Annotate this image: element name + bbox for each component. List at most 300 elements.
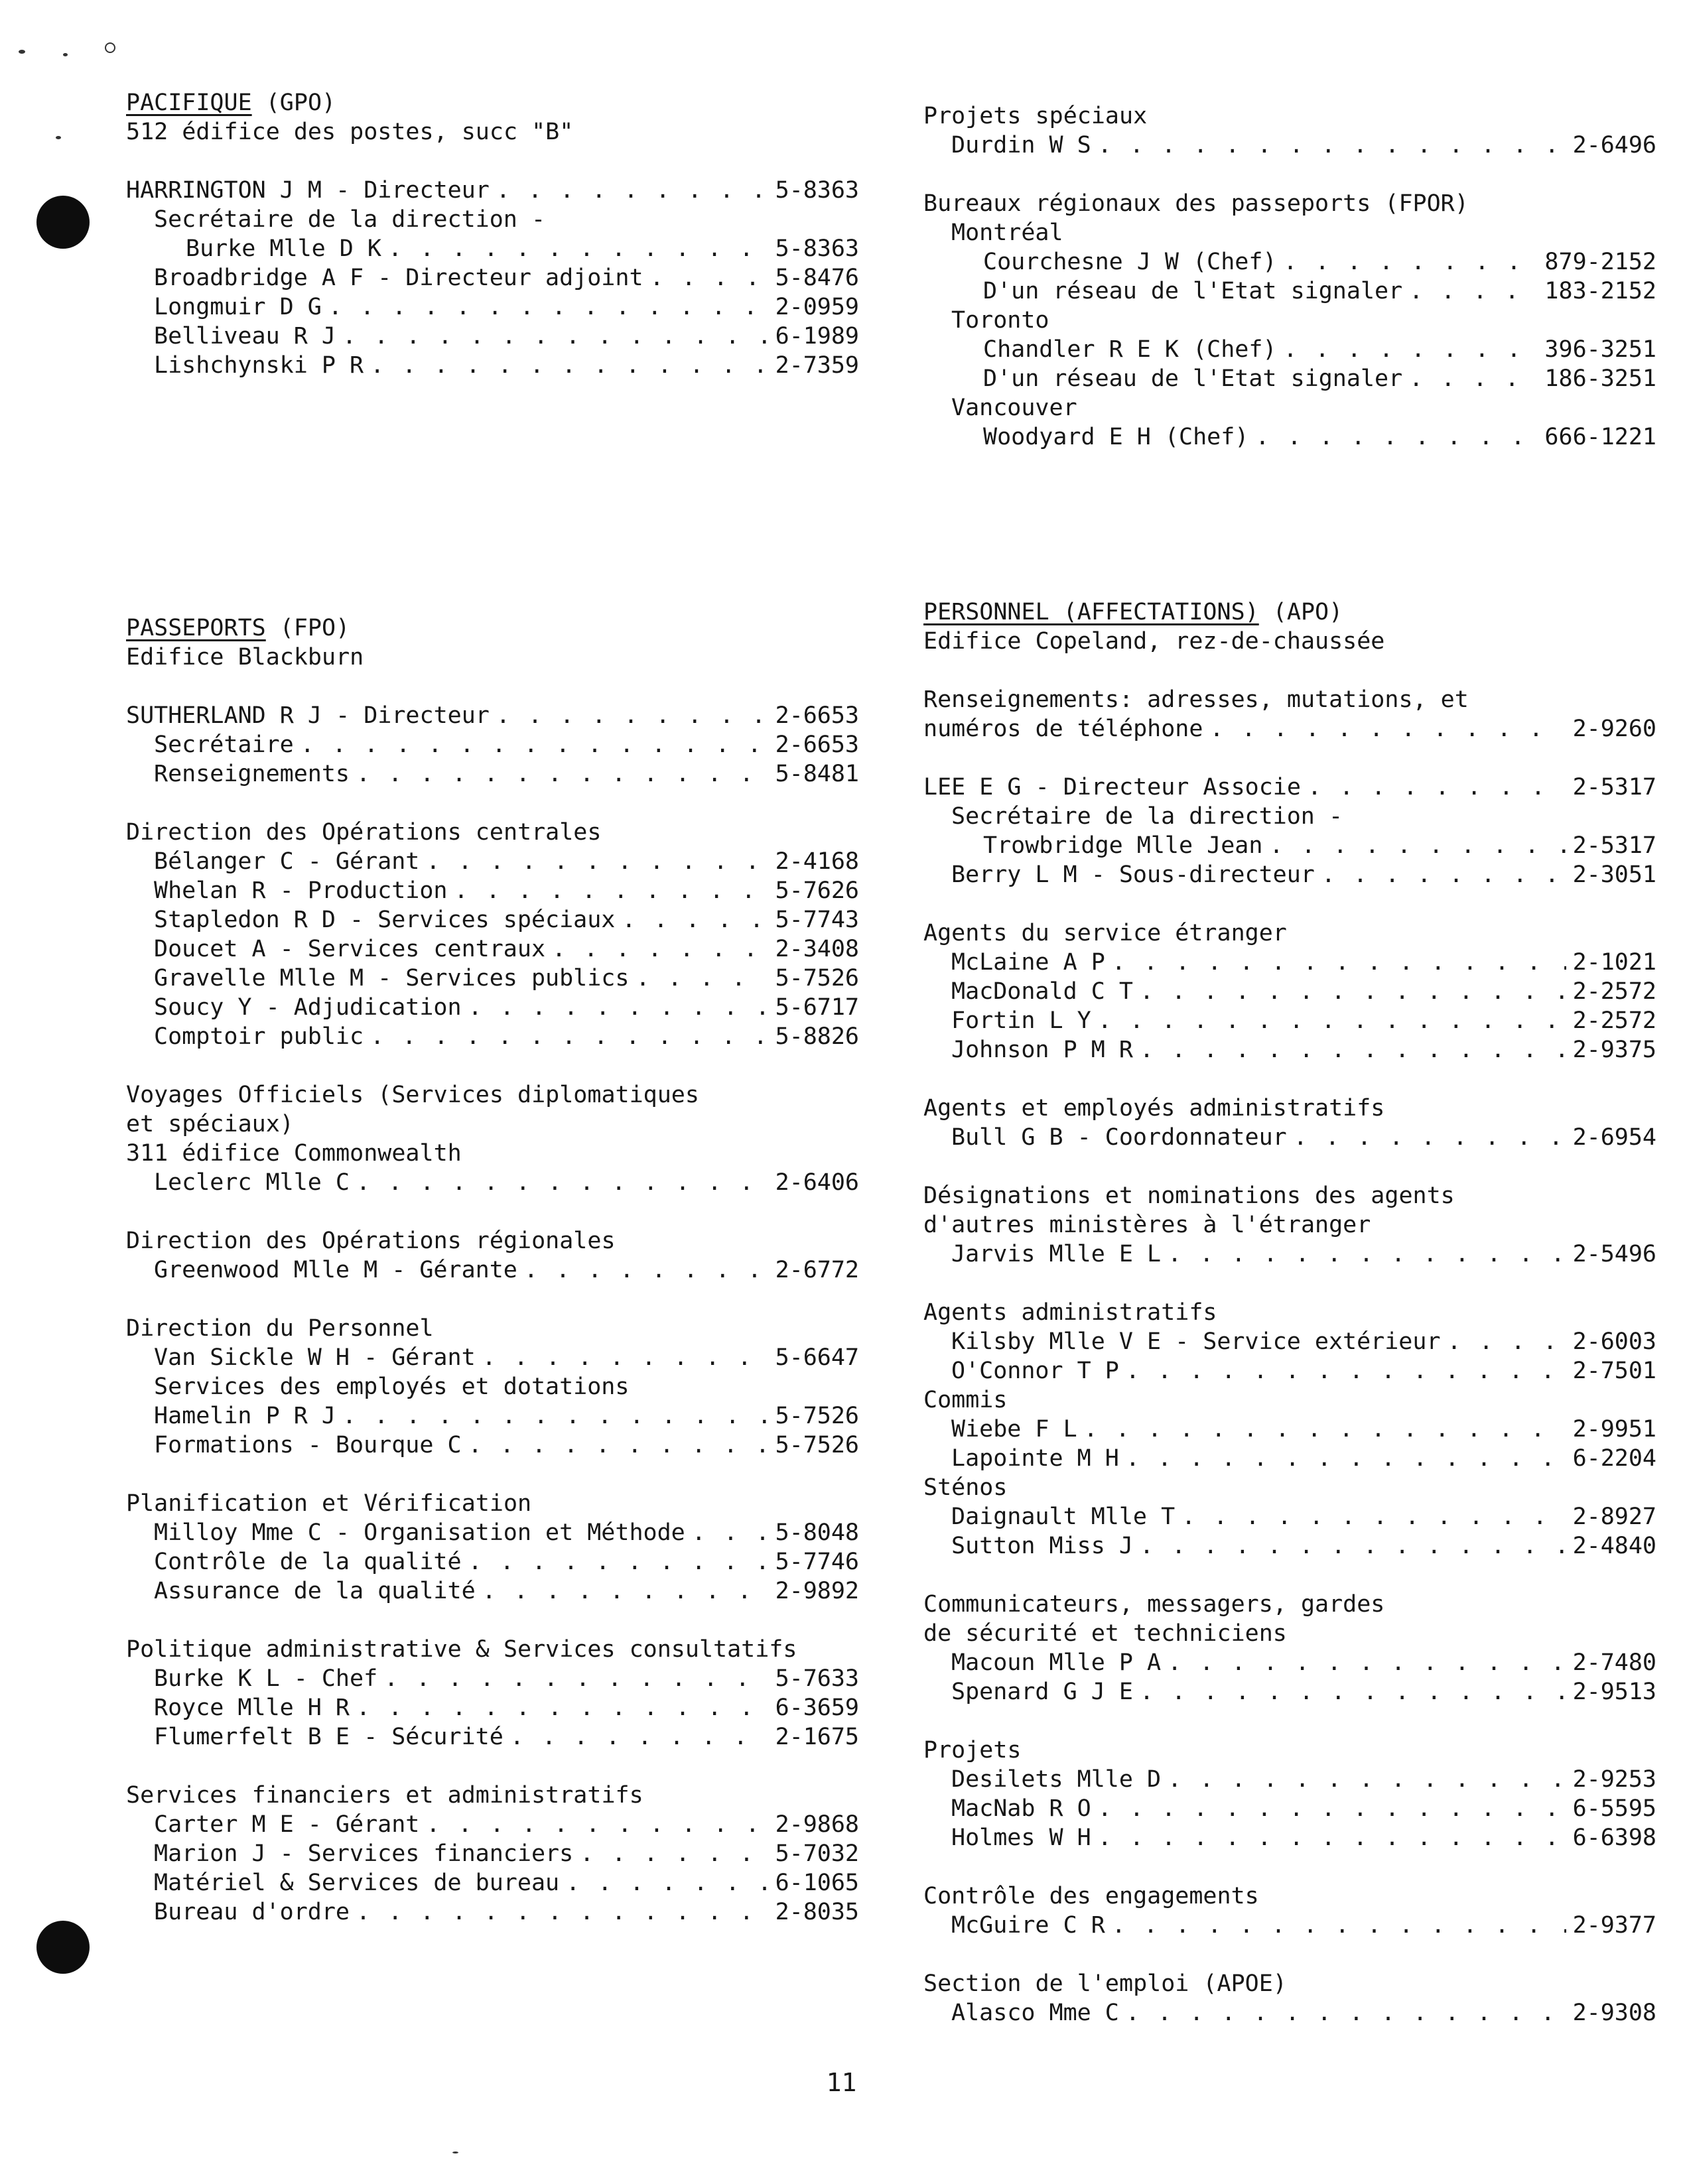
dot-leader	[301, 730, 769, 759]
entry-name: Burke Mlle D K	[186, 235, 382, 262]
entry-name: Durdin W S	[951, 132, 1091, 159]
entry-name: Soucy Y - Adjudication	[154, 994, 462, 1021]
phone-number: 2-4840	[1572, 1533, 1656, 1559]
directory-entry	[923, 948, 1656, 977]
section-code: (GPO)	[251, 90, 336, 116]
phone-number: 2-3051	[1572, 862, 1656, 888]
entry-name: Lapointe M H	[951, 1445, 1119, 1472]
entry-group	[923, 101, 1656, 160]
dot-leader	[1098, 1006, 1566, 1035]
entry-group	[923, 189, 1656, 452]
group-heading: Désignations et nominations des agents	[923, 1183, 1455, 1209]
left-column	[126, 88, 859, 1927]
entry-group	[923, 1882, 1656, 1940]
dot-leader	[1269, 831, 1566, 860]
section-passeports	[126, 613, 859, 1927]
group-heading: Projets spéciaux	[923, 103, 1148, 129]
directory-entry	[126, 1431, 859, 1460]
phone-number: 5-8048	[775, 1519, 859, 1546]
dot-leader	[1098, 1794, 1566, 1823]
phone-number: 6-3659	[775, 1695, 859, 1721]
scan-speck	[452, 2152, 458, 2153]
entry-name: Wiebe F L	[951, 1416, 1077, 1443]
phone-number: 2-9892	[775, 1578, 859, 1604]
entry-group	[923, 1181, 1656, 1269]
group-heading: Renseignements: adresses, mutations, et	[923, 686, 1469, 713]
entry-name: Van Sickle W H - Gérant	[154, 1344, 476, 1371]
right-column	[923, 101, 1656, 2027]
phone-number: 2-1021	[1572, 949, 1656, 976]
phone-number: 5-8363	[775, 235, 859, 262]
group-heading: Agents du service étranger	[923, 920, 1287, 946]
directory-entry	[923, 422, 1656, 452]
dot-leader	[426, 1810, 768, 1839]
dot-leader	[426, 847, 768, 876]
directory-entry	[126, 234, 859, 263]
group-heading: d'autres ministères à l'étranger	[923, 1212, 1371, 1238]
dot-leader	[1140, 1677, 1566, 1706]
entry-group	[923, 1969, 1656, 2027]
directory-entry	[923, 977, 1656, 1006]
group-heading: Section de l'emploi (APOE)	[923, 1970, 1287, 1997]
entry-name: Secrétaire	[154, 732, 294, 758]
directory-entry	[126, 1401, 859, 1431]
entry-name: Comptoir public	[154, 1023, 364, 1050]
entry-name: Bélanger C - Gérant	[154, 848, 420, 875]
entry-group	[923, 773, 1656, 889]
directory-entry	[126, 1022, 859, 1051]
directory-entry	[923, 1035, 1656, 1064]
entry-group	[126, 1226, 859, 1285]
dot-leader	[1409, 277, 1538, 306]
phone-number: 2-6406	[775, 1169, 859, 1196]
directory-entry	[126, 1868, 859, 1897]
entry-name: LEE E G - Directeur Associe	[923, 774, 1301, 801]
dot-leader	[482, 1343, 769, 1372]
directory-entry	[923, 1444, 1656, 1473]
directory-entry	[126, 1810, 859, 1839]
entry-group	[126, 1080, 859, 1197]
directory-entry	[126, 964, 859, 993]
phone-number: 5-7746	[775, 1549, 859, 1575]
group-heading: Direction des Opérations centrales	[126, 819, 602, 846]
phone-number: 2-2572	[1572, 978, 1656, 1005]
entry-name: SUTHERLAND R J - Directeur	[126, 702, 490, 729]
directory-entry	[126, 1839, 859, 1868]
dot-leader	[622, 905, 768, 934]
dot-leader	[1084, 1415, 1566, 1444]
dot-leader	[650, 263, 769, 292]
phone-number: 5-7743	[775, 907, 859, 933]
directory-entry	[923, 714, 1656, 743]
dot-leader	[1255, 422, 1538, 452]
page-number: 11	[826, 2068, 857, 2097]
directory-entry	[126, 1664, 859, 1693]
dot-leader	[1098, 131, 1566, 160]
entry-name: Doucet A - Services centraux	[154, 936, 546, 962]
phone-number: 5-8481	[775, 761, 859, 787]
entry-name: Hamelin P R J	[154, 1403, 336, 1429]
dot-leader	[454, 876, 769, 905]
entry-name: Alasco Mme C	[951, 2000, 1119, 2026]
directory-entry	[923, 364, 1656, 393]
dot-leader	[1168, 1240, 1566, 1269]
phone-number: 5-7626	[775, 877, 859, 904]
dot-leader	[510, 1722, 769, 1752]
subheading: Services des employés et dotations	[154, 1374, 630, 1400]
phone-number: 2-6954	[1572, 1124, 1656, 1151]
entry-name: Bureau d'ordre	[154, 1899, 350, 1925]
dot-leader	[1284, 335, 1538, 364]
directory-entry	[923, 247, 1656, 277]
section-code: (FPO)	[265, 615, 350, 641]
entry-name: Broadbridge A F - Directeur adjoint	[154, 265, 643, 291]
entry-name: D'un réseau de l'Etat signaler	[983, 278, 1403, 304]
entry-name: D'un réseau de l'Etat signaler	[983, 365, 1403, 392]
phone-number: 2-9951	[1572, 1416, 1656, 1443]
phone-number: 2-4168	[775, 848, 859, 875]
dot-leader	[370, 1022, 768, 1051]
section-code: (APO)	[1258, 599, 1343, 625]
phone-number: 2-7480	[1572, 1649, 1656, 1676]
directory-entry	[923, 1356, 1656, 1385]
directory-entry	[923, 1794, 1656, 1823]
subheading: Secrétaire de la direction -	[154, 206, 546, 233]
entry-name: Carter M E - Gérant	[154, 1811, 420, 1838]
phone-number: 879-2152	[1544, 249, 1656, 275]
section-personnel-affectations	[923, 598, 1656, 2027]
section-address: Edifice Copeland, rez-de-chaussée	[923, 628, 1385, 655]
entry-name: Jarvis Mlle E L	[951, 1241, 1162, 1267]
phone-number: 2-7359	[775, 352, 859, 379]
scan-speck	[63, 53, 68, 56]
phone-number: 2-9375	[1572, 1037, 1656, 1063]
directory-entry	[126, 1518, 859, 1547]
group-heading: Services financiers et administratifs	[126, 1782, 643, 1809]
group-heading: Politique administrative & Services consultatifs	[126, 1636, 797, 1663]
dot-leader	[388, 234, 769, 263]
dot-leader	[1308, 773, 1566, 802]
group-heading: de sécurité et techniciens	[923, 1620, 1287, 1647]
entry-name: Stapledon R D - Services spéciaux	[154, 907, 616, 933]
entry-name: Kilsby Mlle V E - Service extérieur	[951, 1328, 1441, 1355]
dot-leader	[1126, 1998, 1566, 2027]
dot-leader	[1140, 1035, 1566, 1064]
phone-number: 2-7501	[1572, 1358, 1656, 1384]
directory-entry	[126, 1168, 859, 1197]
phone-number: 183-2152	[1544, 278, 1656, 304]
phone-number: 5-7526	[775, 965, 859, 992]
phone-number: 2-5317	[1572, 774, 1656, 801]
entry-group	[126, 818, 859, 1051]
entry-name: numéros de téléphone	[923, 716, 1203, 742]
dot-leader	[356, 1693, 769, 1722]
dot-leader	[552, 934, 769, 964]
entry-name: Johnson P M R	[951, 1037, 1133, 1063]
directory-entry	[126, 263, 859, 292]
dot-leader	[1447, 1327, 1566, 1356]
dot-leader	[342, 322, 769, 351]
directory-entry	[923, 1765, 1656, 1794]
phone-number: 5-7526	[775, 1403, 859, 1429]
phone-number: 5-6647	[775, 1344, 859, 1371]
phone-number: 2-9260	[1572, 716, 1656, 742]
dot-leader	[1168, 1648, 1566, 1677]
directory-entry	[126, 905, 859, 934]
phone-number: 666-1221	[1544, 424, 1656, 450]
phone-number: 396-3251	[1544, 336, 1656, 363]
entry-group	[923, 1590, 1656, 1706]
entry-name: Gravelle Mlle M - Services publics	[154, 965, 630, 992]
punch-hole-bottom	[36, 1921, 90, 1974]
phone-number: 2-9377	[1572, 1912, 1656, 1939]
directory-entry	[126, 292, 859, 322]
entry-name: Greenwood Mlle M - Gérante	[154, 1257, 517, 1283]
directory-entry	[126, 1547, 859, 1576]
subheading: Montréal	[951, 220, 1063, 246]
directory-entry	[923, 1911, 1656, 1940]
directory-entry	[923, 1502, 1656, 1531]
entry-name: Contrôle de la qualité	[154, 1549, 462, 1575]
directory-entry	[923, 1415, 1656, 1444]
entry-name: Trowbridge Mlle Jean	[983, 832, 1263, 859]
entry-group	[923, 685, 1656, 743]
phone-number: 2-9253	[1572, 1766, 1656, 1793]
section-title	[923, 598, 1656, 627]
phone-number: 5-7032	[775, 1840, 859, 1867]
directory-entry	[126, 176, 859, 205]
phone-number: 2-9308	[1572, 2000, 1656, 2026]
entry-name: Woodyard E H (Chef)	[983, 424, 1249, 450]
group-heading: Bureaux régionaux des passeports (FPOR)	[923, 190, 1469, 217]
dot-leader	[1126, 1444, 1566, 1473]
entry-group	[923, 919, 1656, 1064]
entry-group	[923, 1094, 1656, 1152]
entry-name: Whelan R - Production	[154, 877, 448, 904]
phone-number: 2-0959	[775, 294, 859, 320]
entry-name: Marion J - Services financiers	[154, 1840, 574, 1867]
directory-entry	[126, 1897, 859, 1927]
dot-leader	[468, 1431, 769, 1460]
phone-number: 2-5496	[1572, 1241, 1656, 1267]
entry-group	[923, 1736, 1656, 1852]
entry-name: O'Connor T P	[951, 1358, 1119, 1384]
phone-number: 5-8826	[775, 1023, 859, 1050]
scan-speck	[105, 42, 115, 53]
directory-entry	[923, 1648, 1656, 1677]
dot-leader	[1181, 1502, 1566, 1531]
section-title-text: PERSONNEL (AFFECTATIONS)	[923, 599, 1259, 625]
group-heading: Planification et Vérification	[126, 1490, 532, 1517]
group-heading: 311 édifice Commonwealth	[126, 1140, 462, 1167]
group-heading: et spéciaux)	[126, 1111, 294, 1137]
entry-name: Daignault Mlle T	[951, 1504, 1176, 1530]
entry-name: Desilets Mlle D	[951, 1766, 1162, 1793]
entry-group	[126, 1314, 859, 1460]
directory-entry	[923, 773, 1656, 802]
directory-entry	[923, 1677, 1656, 1706]
directory-entry	[126, 701, 859, 730]
group-heading: Direction du Personnel	[126, 1315, 434, 1342]
directory-entry	[923, 1327, 1656, 1356]
dot-leader	[580, 1839, 768, 1868]
phone-number: 6-1065	[775, 1870, 859, 1896]
directory-entry	[126, 1255, 859, 1285]
directory-entry	[126, 876, 859, 905]
directory-entry	[126, 759, 859, 789]
dot-leader	[496, 701, 769, 730]
entry-name: MacDonald C T	[951, 978, 1133, 1005]
dot-leader	[370, 351, 768, 380]
dot-leader	[636, 964, 768, 993]
entry-group	[126, 1781, 859, 1927]
phone-number: 6-1989	[775, 323, 859, 350]
dot-leader	[468, 993, 769, 1022]
dot-leader	[1098, 1823, 1566, 1852]
directory-entry	[126, 993, 859, 1022]
entry-name: Renseignements	[154, 761, 350, 787]
dot-leader	[1209, 714, 1566, 743]
entry-name: HARRINGTON J M - Directeur	[126, 177, 490, 204]
dot-leader	[496, 176, 769, 205]
section-title-text: PACIFIQUE	[126, 90, 252, 116]
section-pacifique	[126, 88, 859, 613]
phone-number: 2-6003	[1572, 1328, 1656, 1355]
punch-hole-top	[36, 196, 90, 249]
entry-name: Sutton Miss J	[951, 1533, 1133, 1559]
dot-leader	[524, 1255, 769, 1285]
group-heading: Contrôle des engagements	[923, 1883, 1259, 1909]
group-heading: Agents et employés administratifs	[923, 1095, 1385, 1122]
phone-number: 5-8476	[775, 265, 859, 291]
directory-entry	[126, 1343, 859, 1372]
directory-entry	[126, 730, 859, 759]
entry-name: Bull G B - Coordonnateur	[951, 1124, 1287, 1151]
phone-number: 5-7633	[775, 1665, 859, 1692]
entry-name: Matériel & Services de bureau	[154, 1870, 560, 1896]
section-title	[126, 613, 859, 643]
directory-entry	[126, 1576, 859, 1606]
group-heading: Projets	[923, 1737, 1022, 1764]
dot-leader	[1284, 247, 1538, 277]
phone-number: 2-6653	[775, 732, 859, 758]
phone-number: 5-6717	[775, 994, 859, 1021]
directory-entry	[923, 860, 1656, 889]
entry-name: Courchesne J W (Chef)	[983, 249, 1277, 275]
entry-name: Milloy Mme C - Organisation et Méthode	[154, 1519, 685, 1546]
phone-number: 2-8927	[1572, 1504, 1656, 1530]
subheading: Secrétaire de la direction -	[951, 803, 1343, 830]
entry-group	[126, 1489, 859, 1606]
dot-leader	[1140, 977, 1566, 1006]
group-heading: Commis	[923, 1387, 1008, 1413]
entry-name: Fortin L Y	[951, 1007, 1091, 1034]
phone-number: 2-6653	[775, 702, 859, 729]
entry-name: MacNab R O	[951, 1795, 1091, 1822]
directory-entry	[126, 322, 859, 351]
dot-leader	[468, 1547, 769, 1576]
directory-entry	[923, 831, 1656, 860]
entry-name: Berry L M - Sous-directeur	[951, 862, 1315, 888]
directory-entry	[923, 1123, 1656, 1152]
dot-leader	[356, 1897, 769, 1927]
scan-speck	[19, 50, 25, 54]
section-title-text: PASSEPORTS	[126, 615, 266, 641]
entry-name: McGuire C R	[951, 1912, 1105, 1939]
phone-number: 2-5317	[1572, 832, 1656, 859]
directory-entry	[126, 934, 859, 964]
dot-leader	[1321, 860, 1566, 889]
directory-entry	[923, 1823, 1656, 1852]
dot-leader	[1168, 1765, 1566, 1794]
entry-name: Flumerfelt B E - Sécurité	[154, 1724, 504, 1750]
group-heading: Communicateurs, messagers, gardes	[923, 1591, 1385, 1618]
phone-number: 2-3408	[775, 936, 859, 962]
scan-speck	[56, 136, 61, 139]
directory-entry	[126, 1722, 859, 1752]
dot-leader	[566, 1868, 768, 1897]
directory-entry	[923, 1006, 1656, 1035]
subheading: Vancouver	[951, 395, 1077, 421]
entry-group	[923, 1298, 1656, 1561]
dot-leader	[1112, 1911, 1566, 1940]
group-heading: Agents administratifs	[923, 1299, 1217, 1326]
directory-entry	[923, 335, 1656, 364]
entry-name: Royce Mlle H R	[154, 1695, 350, 1721]
entry-name: Belliveau R J	[154, 323, 336, 350]
dot-leader	[692, 1518, 769, 1547]
phone-number: 6-2204	[1572, 1445, 1656, 1472]
phone-number: 2-6496	[1572, 132, 1656, 159]
group-heading: Direction des Opérations régionales	[126, 1228, 616, 1254]
phone-number: 2-2572	[1572, 1007, 1656, 1034]
dot-leader	[356, 759, 769, 789]
dot-leader	[356, 1168, 769, 1197]
entry-group	[126, 176, 859, 380]
section-address: Edifice Blackburn	[126, 644, 364, 671]
section-continued	[923, 101, 1656, 598]
directory-entry	[923, 1998, 1656, 2027]
section-title	[126, 88, 859, 117]
phone-number: 2-9513	[1572, 1679, 1656, 1705]
entry-name: McLaine A P	[951, 949, 1105, 976]
directory-entry	[126, 847, 859, 876]
entry-name: Holmes W H	[951, 1825, 1091, 1851]
entry-name: Burke K L - Chef	[154, 1665, 378, 1692]
phone-number: 186-3251	[1544, 365, 1656, 392]
subheading: Toronto	[951, 307, 1049, 334]
phone-number: 6-6398	[1572, 1825, 1656, 1851]
dot-leader	[328, 292, 769, 322]
entry-name: Macoun Mlle P A	[951, 1649, 1162, 1676]
section-address: 512 édifice des postes, succ "B"	[126, 119, 574, 145]
directory-entry	[923, 1240, 1656, 1269]
dot-leader	[1409, 364, 1538, 393]
directory-entry	[923, 131, 1656, 160]
dot-leader	[342, 1401, 769, 1431]
phone-number: 5-7526	[775, 1432, 859, 1458]
dot-leader	[1140, 1531, 1566, 1561]
entry-name: Spenard G J E	[951, 1679, 1133, 1705]
entry-name: Chandler R E K (Chef)	[983, 336, 1277, 363]
entry-group	[126, 1635, 859, 1752]
directory-entry	[923, 277, 1656, 306]
directory-entry	[126, 351, 859, 380]
dot-leader	[1126, 1356, 1566, 1385]
phone-number: 6-5595	[1572, 1795, 1656, 1822]
entry-name: Lishchynski P R	[154, 352, 364, 379]
group-heading: Sténos	[923, 1474, 1008, 1501]
